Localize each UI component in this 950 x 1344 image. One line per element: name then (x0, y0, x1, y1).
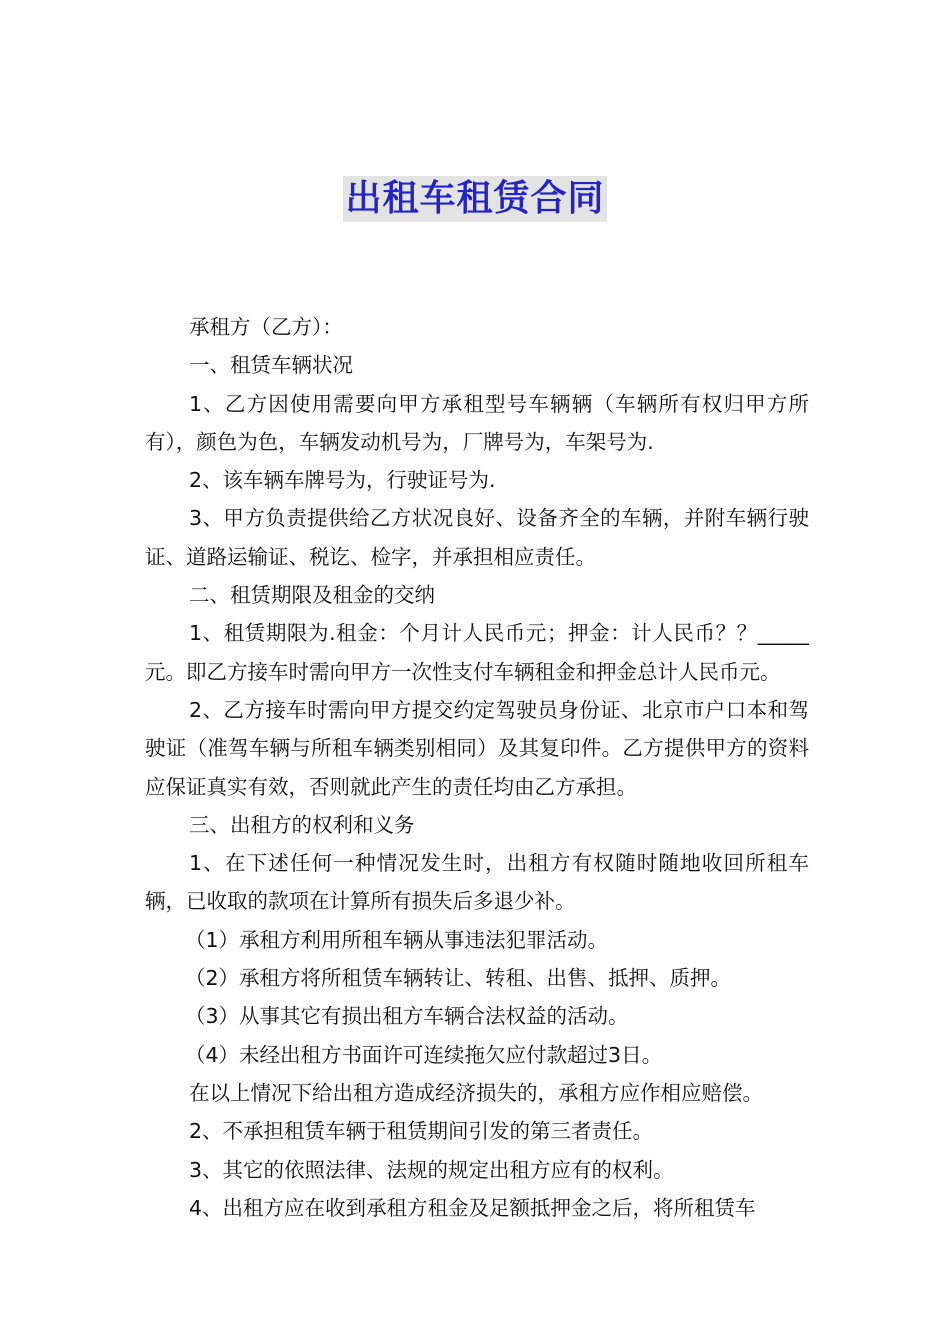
paragraph: 3、甲方负责提供给乙方状况良好、设备齐全的车辆，并附车辆行驶证、道路运输证、税讫、检字，并承担相应责任。 (145, 506, 809, 569)
section-heading-lessor-rights: 三、出租方的权利和义务 (189, 812, 415, 837)
paragraph: 1、乙方因使用需要向甲方承租型号车辆辆（车辆所有权归甲方所有），颜色为色，车辆发动机号为，厂牌号为，车架号为. (145, 391, 809, 454)
paragraph: 1、租赁期限为.租金：个月计人民币元；押金：计人民币？？_____元。即乙方接车时需向甲方一次性支付车辆租金和押金总计人民币元。 (145, 621, 809, 684)
title-container (0, 176, 950, 222)
paragraph: 1、在下述任何一种情况发生时，出租方有权随时随地收回所租车辆，已收取的款项在计算所有损失后多退少补。 (145, 851, 809, 914)
document-body (145, 308, 809, 1227)
document-title: 出租车租赁合同 (343, 176, 606, 222)
paragraph: 2、乙方接车时需向甲方提交约定驾驶员身份证、北京市户口本和驾驶证（准驾车辆与所租车辆类别相同）及其复印件。乙方提供甲方的资料应保证真实有效，否则就此产生的责任均由乙方承担。 (145, 697, 809, 799)
section-heading-vehicle: 一、租赁车辆状况 (189, 353, 353, 378)
paragraph: 4、出租方应在收到承租方租金及足额抵押金之后，将所租赁车 (189, 1195, 756, 1220)
list-item: （1）承租方利用所租车辆从事违法犯罪活动。 (185, 927, 609, 952)
list-item: （3）从事其它有损出租方车辆合法权益的活动。 (185, 1004, 629, 1029)
section-heading-term-rent: 二、租赁期限及租金的交纳 (189, 583, 435, 608)
paragraph-lessee: 承租方（乙方）： (189, 315, 343, 339)
list-item: （2）承租方将所租赁车辆转让、转租、出售、抵押、质押。 (185, 966, 732, 991)
paragraph: 3、其它的依照法律、法规的规定出租方应有的权利。 (189, 1157, 674, 1182)
list-item: （4）未经出租方书面许可连续拖欠应付款超过3日。 (185, 1042, 663, 1067)
paragraph: 2、该车辆车牌号为，行驶证号为. (189, 468, 496, 493)
paragraph: 2、不承担租赁车辆于租赁期间引发的第三者责任。 (189, 1119, 654, 1144)
paragraph: 在以上情况下给出租方造成经济损失的，承租方应作相应赔偿。 (189, 1080, 763, 1105)
